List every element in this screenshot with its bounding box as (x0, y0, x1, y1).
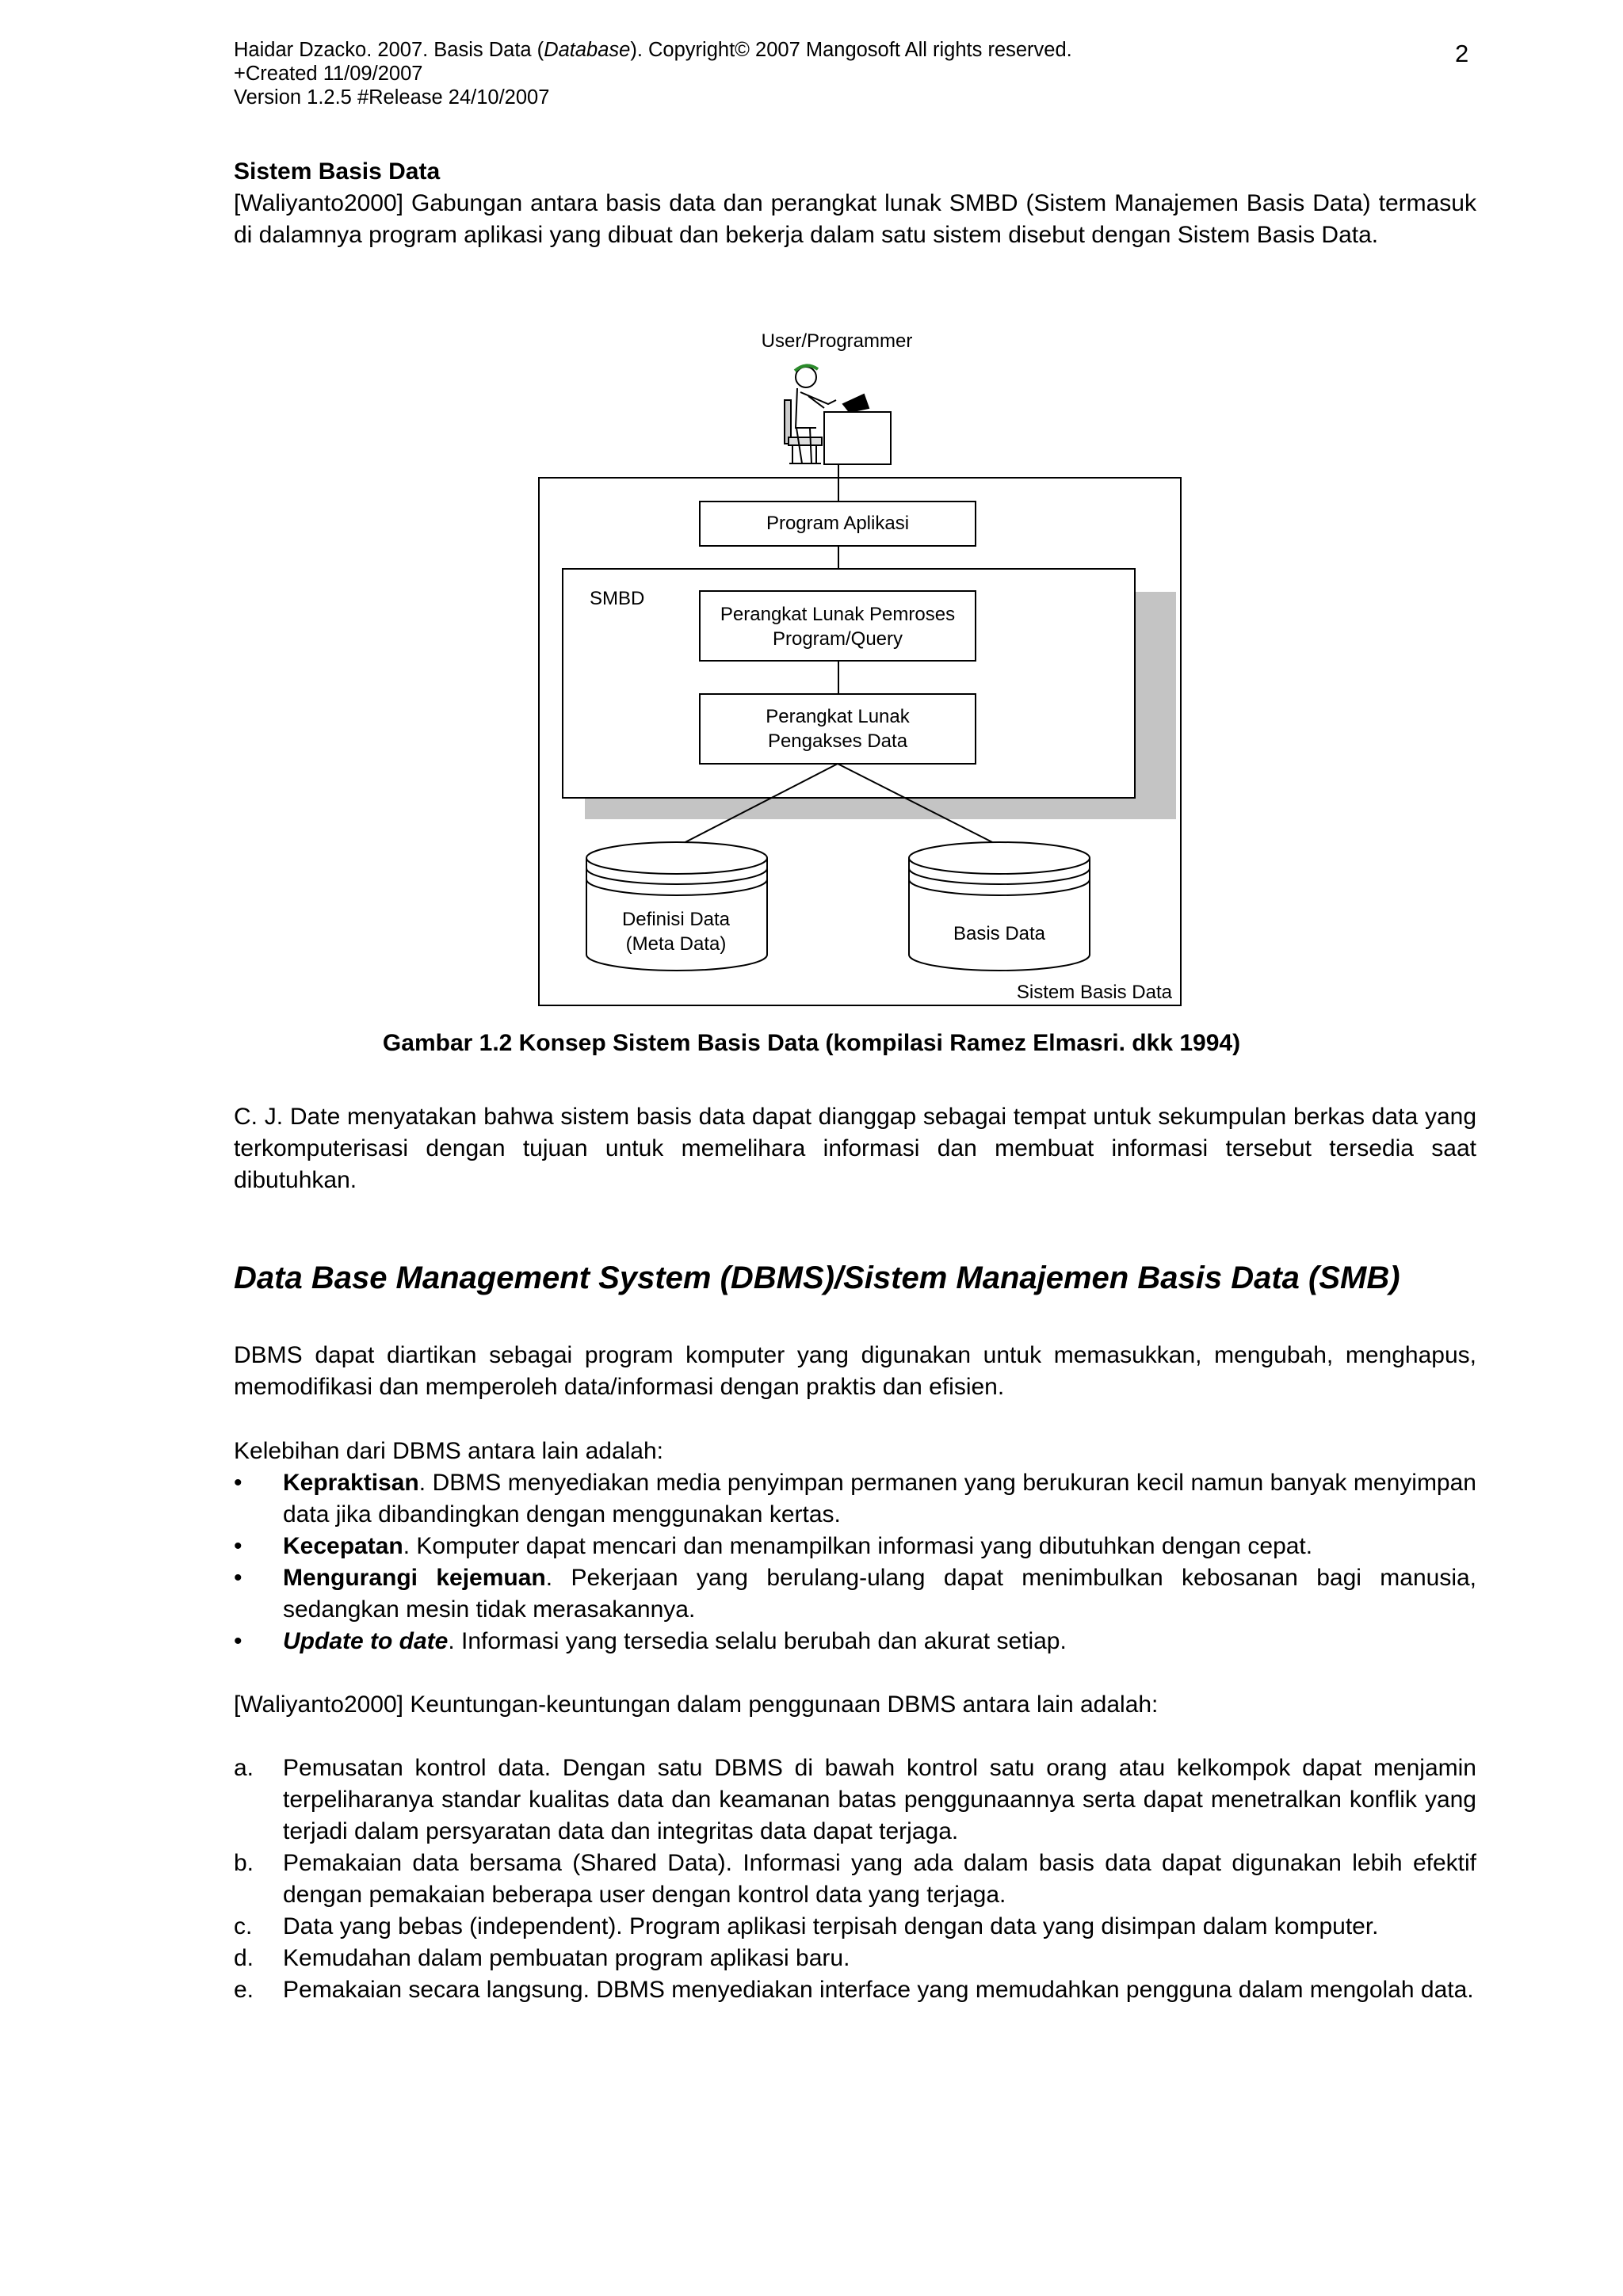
dbms-paragraph: DBMS dapat diartikan sebagai program komputer yang digunakan untuk memasukkan, mengubah, menghapus, memodifikasi dan memperoleh data/informasi dengan praktis dan efisien. (234, 1342, 1476, 1400)
advantages-intro: Kelebihan dari DBMS antara lain adalah: (234, 1438, 664, 1464)
user-at-computer-icon (785, 365, 891, 464)
benefits-intro-block (234, 1689, 1476, 1721)
pengakses-data-box (700, 694, 976, 764)
header-italic-term: Database (544, 39, 631, 61)
list-marker: d. (234, 1945, 254, 1971)
list-item: e. Pemakaian secara langsung. DBMS menyediakan interface yang memudahkan pengguna dalam mengolah data. (234, 1974, 1476, 2006)
advantages-list (234, 1467, 1476, 1657)
definisi-data-label-line1: Definisi Data (621, 909, 731, 930)
program-aplikasi-label: Program Aplikasi (766, 513, 910, 534)
bullet-icon: • (234, 1470, 242, 1496)
header-created-line: +Created 11/09/2007 (234, 63, 423, 85)
dbms-paragraph-block (234, 1340, 1476, 1403)
list-item: • Update to date. Informasi yang tersedia selalu berubah dan akurat setiap. (234, 1626, 1476, 1657)
section-title: Sistem Basis Data (234, 158, 441, 185)
pengakses-label-line2: Pengakses Data (767, 730, 908, 752)
bullet-icon: • (234, 1533, 242, 1559)
list-marker: a. (234, 1755, 254, 1781)
user-programmer-label: User/Programmer (761, 330, 913, 352)
pemroses-label-line1: Perangkat Lunak Pemroses (720, 604, 956, 625)
bullet-icon: • (234, 1565, 242, 1591)
benefits-list (234, 1753, 1476, 2006)
list-item: • Mengurangi kejemuan. Pekerjaan yang berulang-ulang dapat menimbulkan kebosanan bagi manusia, sedangkan mesin tidak merasakannya. (234, 1562, 1476, 1626)
list-marker: c. (234, 1913, 253, 1939)
page-number: 2 (1455, 40, 1469, 67)
header-version-line: Version 1.2.5 #Release 24/10/2007 (234, 86, 550, 109)
pengakses-label-line1: Perangkat Lunak (766, 706, 910, 727)
header-citation-line: Haidar Dzacko. 2007. Basis Data (Database). Copyright© 2007 Mangosoft All rights reserved. (234, 39, 1072, 61)
sistem-basis-data-label: Sistem Basis Data (1016, 982, 1172, 1003)
figure-caption: Gambar 1.2 Konsep Sistem Basis Data (kompilasi Ramez Elmasri. dkk 1994) (382, 1030, 1241, 1056)
pemroses-query-box (700, 591, 976, 661)
section-paragraph: [Waliyanto2000] Gabungan antara basis data dan perangkat lunak SMBD (Sistem Manajemen Basis Data) termasuk di dalamnya program aplikasi yang dibuat dan bekerja dalam satu sistem disebut dengan Sistem Basis Data. (234, 190, 1476, 248)
database-system-diagram (0, 0, 1623, 1022)
basis-data-cylinder (909, 842, 1090, 971)
list-item: b. Pemakaian data bersama (Shared Data). Informasi yang ada dalam basis data dapat digunakan lebih efektif dengan pemakaian beberapa user dengan kontrol data yang terjaga. (234, 1848, 1476, 1911)
list-item: a. Pemusatan kontrol data. Dengan satu DBMS di bawah kontrol satu orang atau kelkompok dapat menjamin terpeliharanya standar kualitas data dan keamanan batas penggunaannya serta dapat menetralkan konflik yang terjadi dalam persyaratan data dan integritas data dapat terjaga. (234, 1753, 1476, 1848)
list-item: • Kecepatan. Komputer dapat mencari dan menampilkan informasi yang dibutuhkan dengan cepat. (234, 1531, 1476, 1562)
benefits-block (234, 1753, 1476, 2006)
date-paragraph-block (234, 1101, 1476, 1196)
list-item: d. Kemudahan dalam pembuatan program aplikasi baru. (234, 1943, 1476, 1974)
section-heading: Data Base Management System (DBMS)/Sistem Manajemen Basis Data (SMB) (234, 1261, 1400, 1295)
smbd-label: SMBD (590, 588, 645, 609)
basis-data-label: Basis Data (953, 923, 1046, 944)
pemroses-label-line2: Program/Query (772, 628, 903, 650)
list-marker: e. (234, 1977, 254, 2003)
advantages-block (234, 1436, 1476, 1657)
benefits-intro: [Waliyanto2000] Keuntungan-keuntungan dalam penggunaan DBMS antara lain adalah: (234, 1691, 1159, 1718)
definisi-data-label-line2: (Meta Data) (625, 933, 727, 955)
date-paragraph: C. J. Date menyatakan bahwa sistem basis data dapat dianggap sebagai tempat untuk sekumpulan berkas data yang terkomputerisasi dengan tujuan untuk memelihara informasi dan membuat informasi tersebut tersedia saat dibutuhkan. (234, 1104, 1476, 1193)
section-dbms (234, 1259, 1476, 1297)
bullet-icon: • (234, 1628, 242, 1654)
list-marker: b. (234, 1850, 254, 1876)
list-item: c. Data yang bebas (independent). Program aplikasi terpisah dengan data yang disimpan dalam komputer. (234, 1911, 1476, 1943)
list-item: • Kepraktisan. DBMS menyediakan media penyimpan permanen yang berukuran kecil namun banyak menyimpan data jika dibandingkan dengan menggunakan kertas. (234, 1467, 1476, 1531)
